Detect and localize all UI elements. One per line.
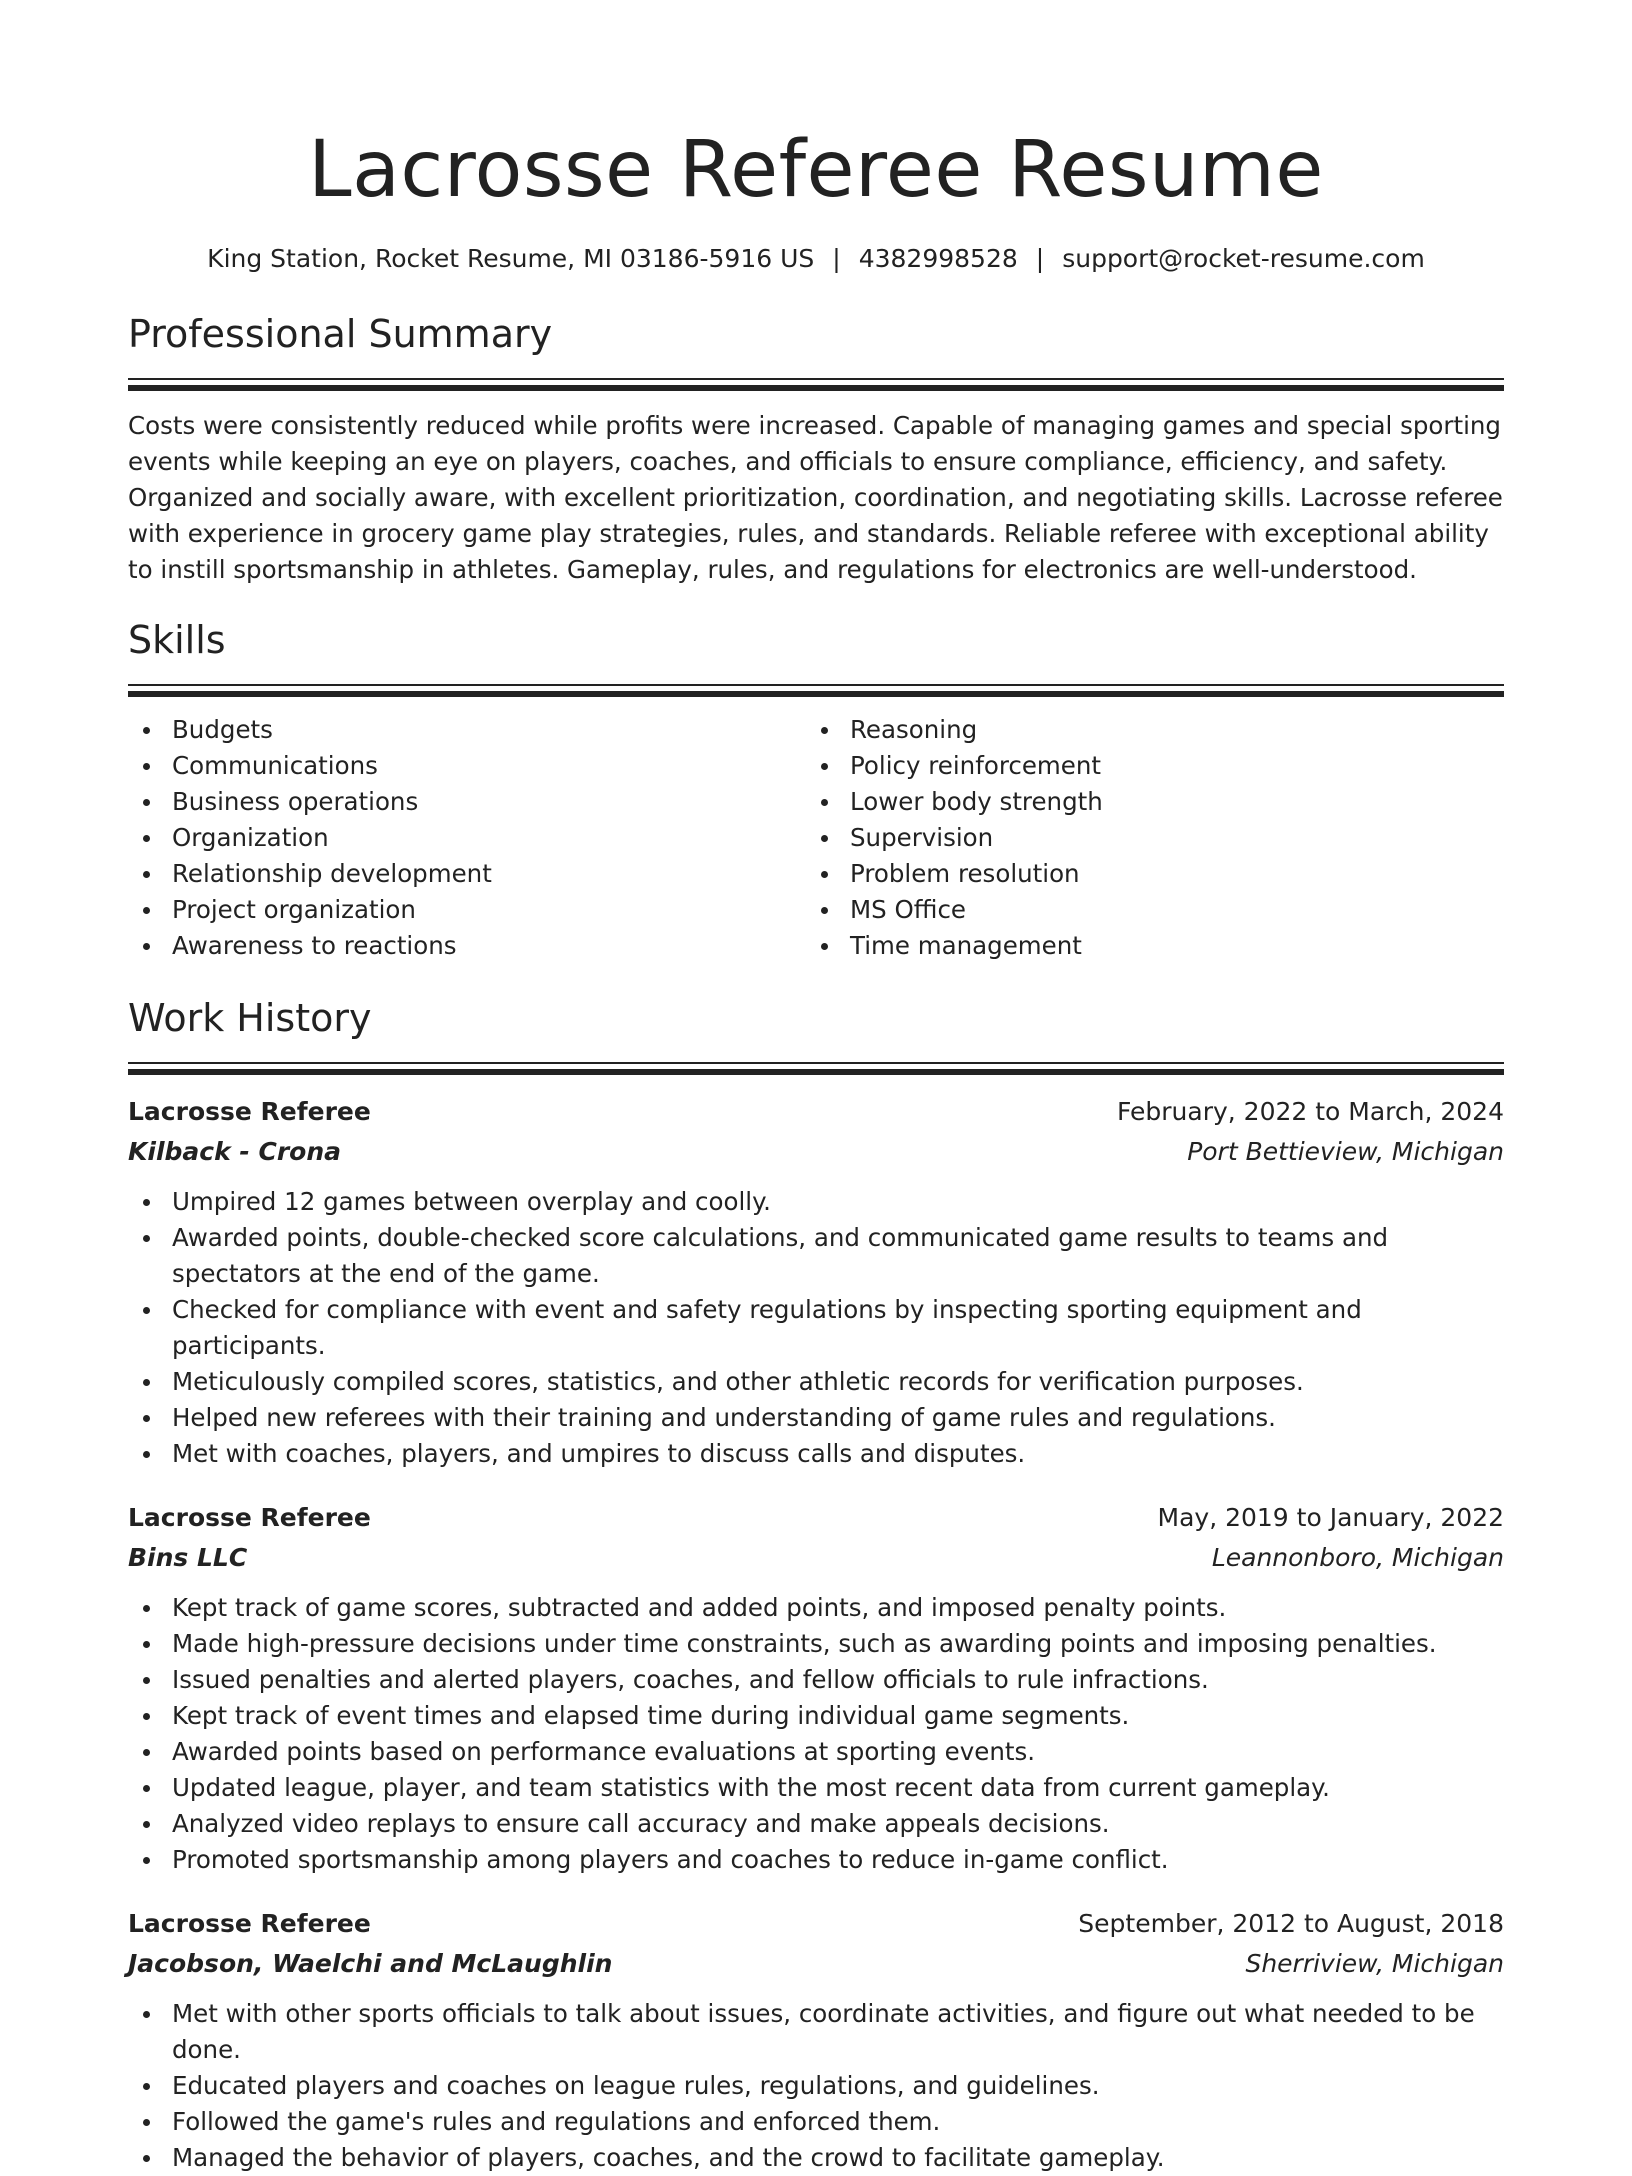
job-company: Jacobson, Waelchi and McLaughlin (128, 1949, 613, 1978)
contact-separator: | (832, 244, 841, 273)
skill-item: Time management (850, 928, 1484, 964)
job-entry (128, 1094, 1504, 1472)
job-title: Lacrosse Referee (128, 1503, 371, 1532)
contact-line (128, 242, 1504, 276)
skills-list-right (806, 712, 1484, 964)
job-bullet: Promoted sportsmanship among players and coaches to reduce in-game conflict. (172, 1842, 1504, 1878)
skill-item: Lower body strength (850, 784, 1484, 820)
skill-item: Supervision (850, 820, 1484, 856)
job-company: Bins LLC (128, 1543, 248, 1572)
skill-item: Reasoning (850, 712, 1484, 748)
job-bullet: Followed the game's rules and regulations and enforced them. (172, 2104, 1504, 2140)
job-bullet: Issued penalties and alerted players, coaches, and fellow officials to rule infractions. (172, 1662, 1504, 1698)
job-bullet: Met with other sports officials to talk about issues, coordinate activities, and figure out what needed to be done. (172, 1996, 1504, 2068)
job-bullet: Awarded points based on performance evaluations at sporting events. (172, 1734, 1504, 1770)
job-header (128, 1094, 1504, 1130)
job-bullet: Met with coaches, players, and umpires to discuss calls and disputes. (172, 1436, 1504, 1472)
resume-title: Lacrosse Referee Resume (308, 125, 1324, 215)
section-heading-summary: Professional Summary (128, 312, 553, 356)
job-entry (128, 1500, 1504, 1878)
job-bullet: Updated league, player, and team statistics with the most recent data from current gameplay. (172, 1770, 1504, 1806)
contact-separator: | (1035, 244, 1045, 273)
job-subheader (128, 1130, 1504, 1170)
job-company: Kilback - Crona (128, 1137, 342, 1166)
job-dates: February, 2022 to March, 2024 (1116, 1097, 1504, 1126)
skill-item: Policy reinforcement (850, 748, 1484, 784)
job-subheader (128, 1536, 1504, 1576)
job-bullet: Checked for compliance with event and safety regulations by inspecting sporting equipment and participants. (172, 1292, 1504, 1364)
job-location: Port Bettieview, Michigan (1187, 1137, 1504, 1166)
skill-item: Budgets (172, 712, 806, 748)
job-bullet: Kept track of event times and elapsed time during individual game segments. (172, 1698, 1504, 1734)
skills-column-left (128, 712, 806, 964)
skills-column-right (806, 712, 1484, 964)
summary-section (128, 310, 1504, 588)
job-dates: May, 2019 to January, 2022 (1157, 1503, 1504, 1532)
job-dates: September, 2012 to August, 2018 (1078, 1909, 1504, 1938)
job-bullet: Meticulously compiled scores, statistics, and other athletic records for verification purposes. (172, 1364, 1504, 1400)
job-bullet: Made high-pressure decisions under time constraints, such as awarding points and imposing penalties. (172, 1626, 1504, 1662)
section-divider (128, 378, 1504, 390)
skill-item: Communications (172, 748, 806, 784)
skill-item: MS Office (850, 892, 1484, 928)
skill-item: Project organization (172, 892, 806, 928)
section-heading-skills: Skills (128, 618, 226, 662)
job-location: Leannonboro, Michigan (1211, 1543, 1504, 1572)
summary-text: Costs were consistently reduced while profits were increased. Capable of managing games and special sporting events while keeping an eye on players, coaches, and officials to ensure compliance, efficiency, and safety. Organized and socially aware, with excellent prioritization, coordination, and negotiating skills. Lacrosse referee with experience in grocery game play strategies, rules, and standards. Reliable referee with exceptional ability to instill sportsmanship in athletes. Gameplay, rules, and regulations for electronics are well-understood. (128, 411, 1503, 584)
section-heading-work-history: Work History (128, 996, 372, 1040)
job-subheader (128, 1942, 1504, 1982)
job-location: Sherriview, Michigan (1245, 1949, 1504, 1978)
job-bullet: Analyzed video replays to ensure call accuracy and make appeals decisions. (172, 1806, 1504, 1842)
skill-item: Relationship development (172, 856, 806, 892)
skills-list-left (128, 712, 806, 964)
job-header (128, 1906, 1504, 1942)
job-bullet: Kept track of game scores, subtracted and added points, and imposed penalty points. (172, 1590, 1504, 1626)
skills-grid (128, 712, 1504, 964)
contact-email: support@rocket-resume.com (1062, 244, 1425, 273)
job-bullet: Helped new referees with their training and understanding of game rules and regulations. (172, 1400, 1504, 1436)
section-divider (128, 684, 1504, 696)
skill-item: Problem resolution (850, 856, 1484, 892)
job-entry (128, 1906, 1504, 2176)
job-title: Lacrosse Referee (128, 1909, 371, 1938)
job-title: Lacrosse Referee (128, 1097, 371, 1126)
skills-section (128, 616, 1504, 964)
work-history-section (128, 994, 1504, 2176)
skill-item: Business operations (172, 784, 806, 820)
job-bullet: Umpired 12 games between overplay and coolly. (172, 1184, 1504, 1220)
job-bullet-list (128, 1590, 1504, 1878)
skill-item: Organization (172, 820, 806, 856)
contact-phone: 4382998528 (858, 244, 1018, 273)
job-bullet-list (128, 1996, 1504, 2176)
job-bullet: Educated players and coaches on league rules, regulations, and guidelines. (172, 2068, 1504, 2104)
skill-item: Awareness to reactions (172, 928, 806, 964)
job-bullet: Managed the behavior of players, coaches, and the crowd to facilitate gameplay. (172, 2140, 1504, 2176)
section-divider (128, 1062, 1504, 1074)
contact-address: King Station, Rocket Resume, MI 03186-5916 US (207, 244, 815, 273)
job-bullet: Awarded points, double-checked score calculations, and communicated game results to teams and spectators at the end of the game. (172, 1220, 1504, 1292)
job-bullet-list (128, 1184, 1504, 1472)
job-header (128, 1500, 1504, 1536)
